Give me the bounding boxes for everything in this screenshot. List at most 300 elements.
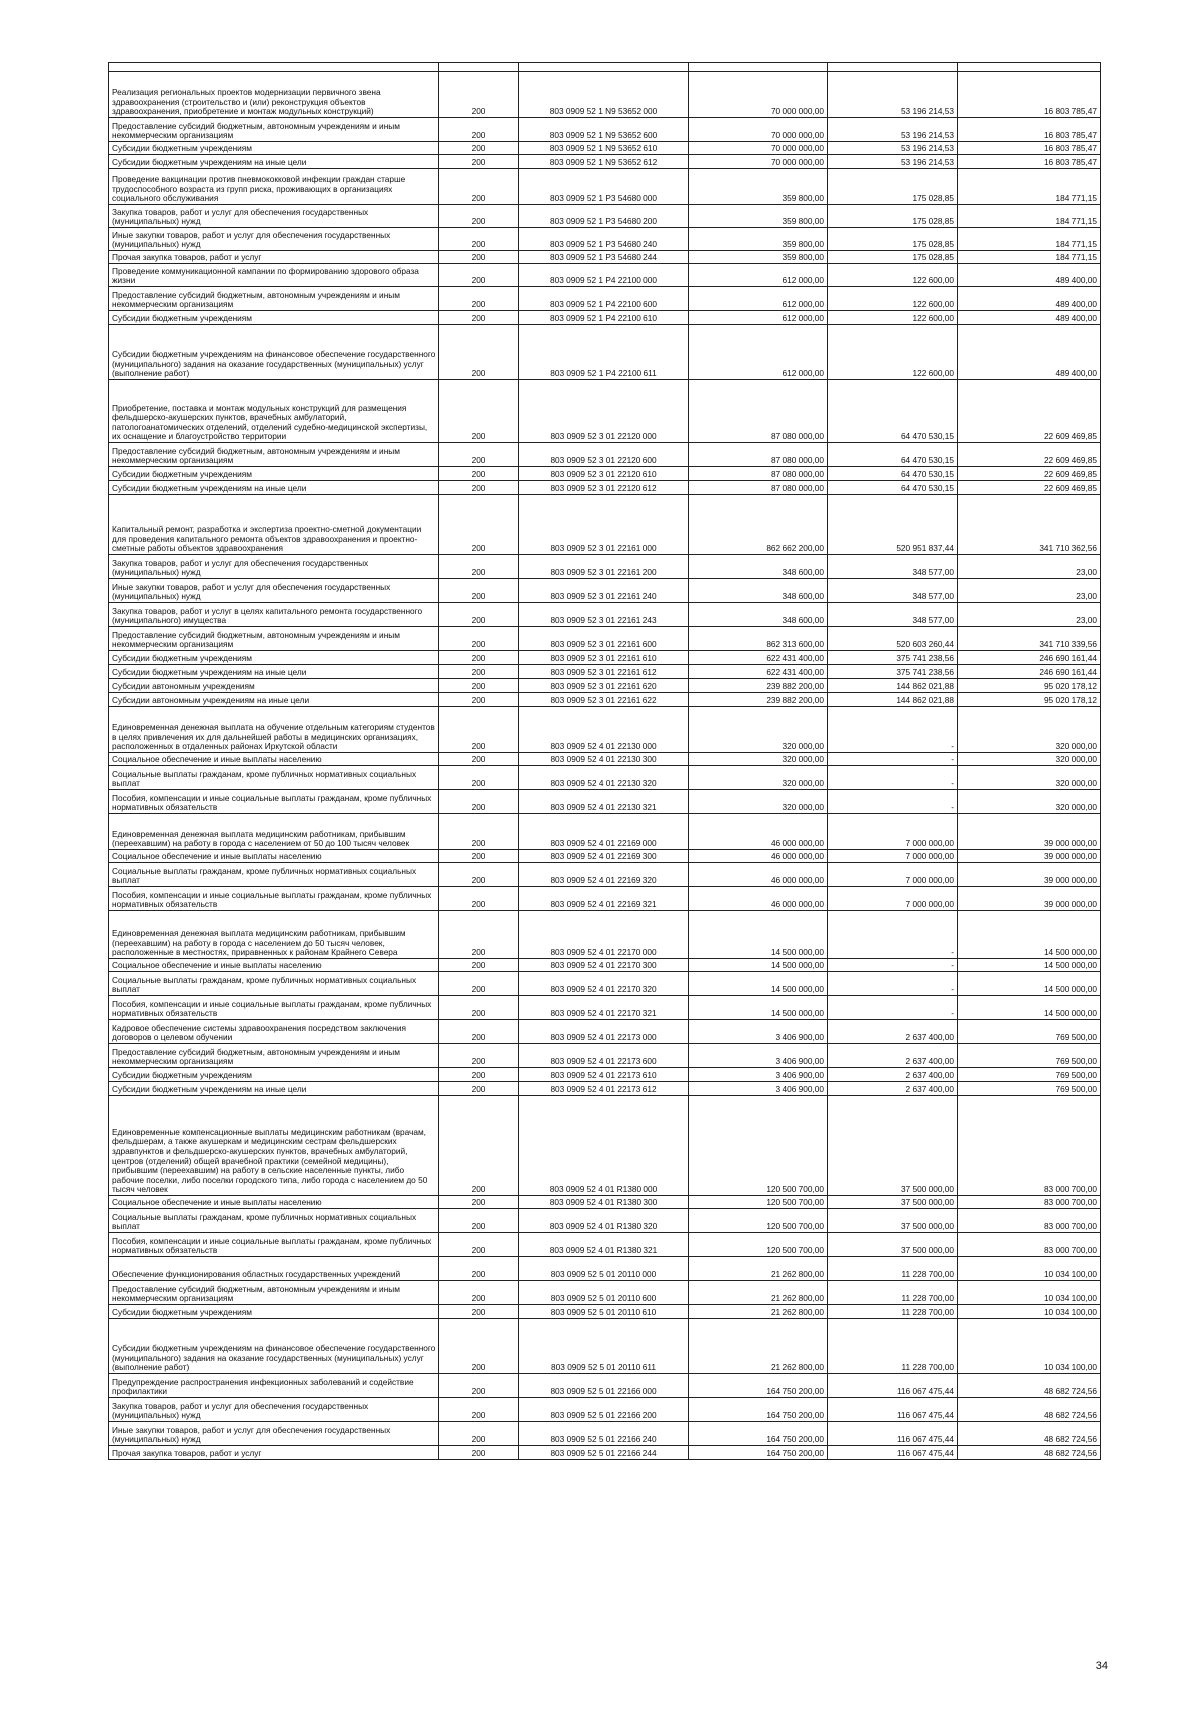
table-row <box>109 693 1101 707</box>
row-kvr: 200 <box>439 72 519 118</box>
row-budget-code: 803 0909 52 3 01 22120 000 <box>519 380 689 443</box>
row-executed-amount: - <box>828 959 958 972</box>
row-budget-code: 803 0909 52 1 P4 22100 600 <box>519 287 689 311</box>
row-remaining-amount: 320 000,00 <box>958 753 1101 766</box>
row-budget-code: 803 0909 52 5 01 20110 000 <box>519 1257 689 1281</box>
row-budget-code: 803 0909 52 3 01 22161 622 <box>519 693 689 707</box>
row-kvr: 200 <box>439 972 519 996</box>
row-budget-code: 803 0909 52 3 01 22161 610 <box>519 651 689 665</box>
row-approved-amount: 21 262 800,00 <box>689 1257 828 1281</box>
row-budget-code: 803 0909 52 4 01 R1380 321 <box>519 1233 689 1257</box>
row-name: Пособия, компенсации и иные социальные выплаты гражданам, кроме публичных нормативных обязательств <box>109 790 439 814</box>
row-remaining-amount: 320 000,00 <box>958 707 1101 753</box>
row-remaining-amount: 489 400,00 <box>958 311 1101 325</box>
row-budget-code: 803 0909 52 1 P4 22100 000 <box>519 264 689 287</box>
table-row <box>109 1281 1101 1305</box>
row-budget-code: 803 0909 52 4 01 22169 000 <box>519 814 689 850</box>
row-budget-code: 803 0909 52 4 01 R1380 000 <box>519 1096 689 1196</box>
row-remaining-amount: 23,00 <box>958 555 1101 579</box>
row-approved-amount: 14 500 000,00 <box>689 959 828 972</box>
row-remaining-amount: 489 400,00 <box>958 325 1101 380</box>
row-name: Предоставление субсидий бюджетным, автономным учреждениям и иным некоммерческим организациям <box>109 118 439 142</box>
row-approved-amount: 612 000,00 <box>689 264 828 287</box>
table-row <box>109 205 1101 228</box>
table-row <box>109 1209 1101 1233</box>
table-row <box>109 1082 1101 1096</box>
row-kvr: 200 <box>439 1422 519 1446</box>
row-budget-code: 803 0909 52 1 P3 54680 240 <box>519 228 689 251</box>
table-row <box>109 251 1101 264</box>
row-executed-amount: 122 600,00 <box>828 311 958 325</box>
row-budget-code: 803 0909 52 3 01 22161 600 <box>519 627 689 651</box>
row-approved-amount: 120 500 700,00 <box>689 1233 828 1257</box>
row-budget-code: 803 0909 52 1 P4 22100 610 <box>519 311 689 325</box>
row-kvr: 200 <box>439 1281 519 1305</box>
row-executed-amount: 64 470 530,15 <box>828 467 958 481</box>
row-executed-amount: 175 028,85 <box>828 251 958 264</box>
row-name: Единовременная денежная выплата медицинским работникам, прибывшим (переехавшим) на работу в города с населением от 50 до 100 тысяч человек <box>109 814 439 850</box>
table-row <box>109 579 1101 603</box>
row-budget-code: 803 0909 52 1 N9 53652 612 <box>519 155 689 169</box>
row-budget-code: 803 0909 52 3 01 22120 600 <box>519 443 689 467</box>
row-approved-amount: 359 800,00 <box>689 251 828 264</box>
row-remaining-amount: 83 000 700,00 <box>958 1209 1101 1233</box>
table-row <box>109 972 1101 996</box>
row-remaining-amount: 22 609 469,85 <box>958 467 1101 481</box>
row-name: Субсидии бюджетным учреждениям <box>109 651 439 665</box>
row-approved-amount: 164 750 200,00 <box>689 1422 828 1446</box>
row-approved-amount: 70 000 000,00 <box>689 118 828 142</box>
row-name: Субсидии автономным учреждениям на иные цели <box>109 693 439 707</box>
row-name: Предоставление субсидий бюджетным, автономным учреждениям и иным некоммерческим организациям <box>109 627 439 651</box>
row-remaining-amount: 22 609 469,85 <box>958 380 1101 443</box>
row-approved-amount: 320 000,00 <box>689 707 828 753</box>
row-budget-code: 803 0909 52 5 01 22166 244 <box>519 1446 689 1460</box>
row-remaining-amount: 22 609 469,85 <box>958 443 1101 467</box>
row-budget-code: 803 0909 52 1 N9 53652 000 <box>519 72 689 118</box>
row-executed-amount: 7 000 000,00 <box>828 814 958 850</box>
table-row <box>109 679 1101 693</box>
row-kvr: 200 <box>439 287 519 311</box>
table-row <box>109 603 1101 627</box>
row-budget-code: 803 0909 52 3 01 22161 240 <box>519 579 689 603</box>
table-row <box>109 72 1101 118</box>
row-executed-amount: 37 500 000,00 <box>828 1096 958 1196</box>
row-executed-amount: 375 741 238,56 <box>828 651 958 665</box>
spacer-cell <box>519 63 689 72</box>
row-budget-code: 803 0909 52 5 01 22166 000 <box>519 1374 689 1398</box>
row-approved-amount: 46 000 000,00 <box>689 863 828 887</box>
row-budget-code: 803 0909 52 4 01 R1380 300 <box>519 1196 689 1209</box>
row-executed-amount: - <box>828 753 958 766</box>
row-budget-code: 803 0909 52 3 01 22161 612 <box>519 665 689 679</box>
row-approved-amount: 612 000,00 <box>689 325 828 380</box>
table-row <box>109 228 1101 251</box>
row-name: Субсидии бюджетным учреждениям на иные цели <box>109 155 439 169</box>
row-remaining-amount: 83 000 700,00 <box>958 1196 1101 1209</box>
row-executed-amount: 2 637 400,00 <box>828 1044 958 1068</box>
row-executed-amount: 11 228 700,00 <box>828 1305 958 1319</box>
row-remaining-amount: 10 034 100,00 <box>958 1281 1101 1305</box>
row-executed-amount: 2 637 400,00 <box>828 1020 958 1044</box>
row-budget-code: 803 0909 52 4 01 22173 610 <box>519 1068 689 1082</box>
row-approved-amount: 359 800,00 <box>689 205 828 228</box>
row-name: Субсидии бюджетным учреждениям <box>109 1305 439 1319</box>
row-remaining-amount: 48 682 724,56 <box>958 1374 1101 1398</box>
table-row <box>109 766 1101 790</box>
row-approved-amount: 164 750 200,00 <box>689 1398 828 1422</box>
row-executed-amount: - <box>828 707 958 753</box>
row-kvr: 200 <box>439 1020 519 1044</box>
row-budget-code: 803 0909 52 4 01 22173 000 <box>519 1020 689 1044</box>
row-approved-amount: 622 431 400,00 <box>689 651 828 665</box>
row-budget-code: 803 0909 52 3 01 22120 612 <box>519 481 689 495</box>
row-name: Прочая закупка товаров, работ и услуг <box>109 251 439 264</box>
row-budget-code: 803 0909 52 1 N9 53652 600 <box>519 118 689 142</box>
row-kvr: 200 <box>439 228 519 251</box>
row-name: Кадровое обеспечение системы здравоохранения посредством заключения договоров о целевом обучении <box>109 1020 439 1044</box>
row-remaining-amount: 769 500,00 <box>958 1068 1101 1082</box>
table-row <box>109 814 1101 850</box>
table-row <box>109 911 1101 959</box>
row-approved-amount: 87 080 000,00 <box>689 443 828 467</box>
row-approved-amount: 70 000 000,00 <box>689 155 828 169</box>
table-row <box>109 169 1101 205</box>
row-kvr: 200 <box>439 959 519 972</box>
row-approved-amount: 21 262 800,00 <box>689 1319 828 1374</box>
row-name: Социальные выплаты гражданам, кроме публичных нормативных социальных выплат <box>109 766 439 790</box>
table-row <box>109 287 1101 311</box>
row-approved-amount: 46 000 000,00 <box>689 814 828 850</box>
row-executed-amount: 53 196 214,53 <box>828 155 958 169</box>
row-budget-code: 803 0909 52 3 01 22120 610 <box>519 467 689 481</box>
table-row <box>109 555 1101 579</box>
row-approved-amount: 348 600,00 <box>689 579 828 603</box>
row-kvr: 200 <box>439 627 519 651</box>
table-row <box>109 1305 1101 1319</box>
table-row <box>109 264 1101 287</box>
row-remaining-amount: 769 500,00 <box>958 1044 1101 1068</box>
table-row <box>109 1096 1101 1196</box>
row-approved-amount: 359 800,00 <box>689 169 828 205</box>
row-budget-code: 803 0909 52 1 P3 54680 200 <box>519 205 689 228</box>
row-approved-amount: 87 080 000,00 <box>689 380 828 443</box>
row-kvr: 200 <box>439 850 519 863</box>
spacer-cell <box>109 63 439 72</box>
table-row <box>109 665 1101 679</box>
row-executed-amount: 53 196 214,53 <box>828 72 958 118</box>
row-approved-amount: 46 000 000,00 <box>689 850 828 863</box>
row-name: Предоставление субсидий бюджетным, автономным учреждениям и иным некоммерческим организациям <box>109 1281 439 1305</box>
row-remaining-amount: 14 500 000,00 <box>958 996 1101 1020</box>
table-row <box>109 1374 1101 1398</box>
row-name: Субсидии бюджетным учреждениям на иные цели <box>109 665 439 679</box>
spacer-cell <box>689 63 828 72</box>
row-name: Субсидии бюджетным учреждениям на иные цели <box>109 481 439 495</box>
row-approved-amount: 3 406 900,00 <box>689 1020 828 1044</box>
row-executed-amount: 37 500 000,00 <box>828 1209 958 1233</box>
row-name: Капитальный ремонт, разработка и экспертиза проектно-сметной документации для проведения капитального ремонта объектов здравоохранения и проектно-сметные работы объектов здравоохранения <box>109 495 439 555</box>
row-name: Реализация региональных проектов модернизации первичного звена здравоохранения (строительство и (или) реконструкция объектов здравоохранения, приобретение и монтаж модульных конструкций) <box>109 72 439 118</box>
row-approved-amount: 21 262 800,00 <box>689 1281 828 1305</box>
row-approved-amount: 14 500 000,00 <box>689 911 828 959</box>
row-kvr: 200 <box>439 911 519 959</box>
row-approved-amount: 862 662 200,00 <box>689 495 828 555</box>
row-name: Обеспечение функционирования областных государственных учреждений <box>109 1257 439 1281</box>
row-name: Иные закупки товаров, работ и услуг для обеспечения государственных (муниципальных) нужд <box>109 579 439 603</box>
row-executed-amount: 7 000 000,00 <box>828 863 958 887</box>
row-kvr: 200 <box>439 814 519 850</box>
row-remaining-amount: 16 803 785,47 <box>958 155 1101 169</box>
row-name: Предоставление субсидий бюджетным, автономным учреждениям и иным некоммерческим организациям <box>109 1044 439 1068</box>
row-budget-code: 803 0909 52 3 01 22161 000 <box>519 495 689 555</box>
row-name: Пособия, компенсации и иные социальные выплаты гражданам, кроме публичных нормативных обязательств <box>109 887 439 911</box>
row-executed-amount: 348 577,00 <box>828 579 958 603</box>
table-row <box>109 1020 1101 1044</box>
row-approved-amount: 164 750 200,00 <box>689 1374 828 1398</box>
row-executed-amount: 64 470 530,15 <box>828 380 958 443</box>
row-budget-code: 803 0909 52 5 01 22166 240 <box>519 1422 689 1446</box>
row-kvr: 200 <box>439 766 519 790</box>
row-name: Субсидии бюджетным учреждениям <box>109 467 439 481</box>
row-executed-amount: 64 470 530,15 <box>828 443 958 467</box>
row-remaining-amount: 39 000 000,00 <box>958 863 1101 887</box>
row-name: Единовременная денежная выплата на обучение отдельным категориям студентов в целях привлечения их для дальнейшей работы в медицинских организациях, расположенных в отдаленных районах Иркутской области <box>109 707 439 753</box>
row-executed-amount: 175 028,85 <box>828 169 958 205</box>
row-kvr: 200 <box>439 264 519 287</box>
row-kvr: 200 <box>439 665 519 679</box>
row-remaining-amount: 489 400,00 <box>958 264 1101 287</box>
row-kvr: 200 <box>439 1233 519 1257</box>
row-approved-amount: 164 750 200,00 <box>689 1446 828 1460</box>
row-name: Социальное обеспечение и иные выплаты населению <box>109 753 439 766</box>
table-row <box>109 481 1101 495</box>
row-approved-amount: 862 313 600,00 <box>689 627 828 651</box>
row-kvr: 200 <box>439 142 519 155</box>
row-executed-amount: 116 067 475,44 <box>828 1398 958 1422</box>
row-name: Закупка товаров, работ и услуг в целях капитального ремонта государственного (муниципального) имущества <box>109 603 439 627</box>
row-kvr: 200 <box>439 311 519 325</box>
row-approved-amount: 612 000,00 <box>689 287 828 311</box>
table-row <box>109 996 1101 1020</box>
table-row <box>109 753 1101 766</box>
row-executed-amount: 2 637 400,00 <box>828 1068 958 1082</box>
row-name: Социальные выплаты гражданам, кроме публичных нормативных социальных выплат <box>109 1209 439 1233</box>
row-kvr: 200 <box>439 693 519 707</box>
row-approved-amount: 46 000 000,00 <box>689 887 828 911</box>
row-remaining-amount: 10 034 100,00 <box>958 1305 1101 1319</box>
row-approved-amount: 239 882 200,00 <box>689 693 828 707</box>
row-kvr: 200 <box>439 1209 519 1233</box>
row-approved-amount: 3 406 900,00 <box>689 1068 828 1082</box>
row-name: Субсидии бюджетным учреждениям на финансовое обеспечение государственного (муниципального) задания на оказание государственных (муниципальных) услуг (выполнение работ) <box>109 325 439 380</box>
row-approved-amount: 120 500 700,00 <box>689 1209 828 1233</box>
table-row <box>109 627 1101 651</box>
row-kvr: 200 <box>439 579 519 603</box>
table-row <box>109 380 1101 443</box>
row-kvr: 200 <box>439 790 519 814</box>
row-name: Субсидии бюджетным учреждениям <box>109 311 439 325</box>
row-approved-amount: 359 800,00 <box>689 228 828 251</box>
row-remaining-amount: 83 000 700,00 <box>958 1096 1101 1196</box>
row-kvr: 200 <box>439 380 519 443</box>
table-row <box>109 118 1101 142</box>
row-remaining-amount: 14 500 000,00 <box>958 911 1101 959</box>
row-executed-amount: 375 741 238,56 <box>828 665 958 679</box>
row-remaining-amount: 39 000 000,00 <box>958 887 1101 911</box>
row-executed-amount: 175 028,85 <box>828 205 958 228</box>
row-name: Социальное обеспечение и иные выплаты населению <box>109 850 439 863</box>
row-executed-amount: 122 600,00 <box>828 325 958 380</box>
row-remaining-amount: 320 000,00 <box>958 766 1101 790</box>
row-remaining-amount: 23,00 <box>958 603 1101 627</box>
row-name: Иные закупки товаров, работ и услуг для обеспечения государственных (муниципальных) нужд <box>109 228 439 251</box>
row-executed-amount: 520 951 837,44 <box>828 495 958 555</box>
table-row <box>109 1233 1101 1257</box>
row-kvr: 200 <box>439 1082 519 1096</box>
row-executed-amount: 144 862 021,88 <box>828 679 958 693</box>
row-executed-amount: 122 600,00 <box>828 287 958 311</box>
row-kvr: 200 <box>439 495 519 555</box>
row-kvr: 200 <box>439 996 519 1020</box>
page-number: 34 <box>1095 1660 1108 1672</box>
table-row <box>109 850 1101 863</box>
row-remaining-amount: 341 710 339,56 <box>958 627 1101 651</box>
row-name: Субсидии бюджетным учреждениям на финансовое обеспечение государственного (муниципального) задания на оказание государственных (муниципальных) услуг (выполнение работ) <box>109 1319 439 1374</box>
spacer-cell <box>958 63 1101 72</box>
row-remaining-amount: 16 803 785,47 <box>958 142 1101 155</box>
row-name: Социальное обеспечение и иные выплаты населению <box>109 959 439 972</box>
row-remaining-amount: 10 034 100,00 <box>958 1257 1101 1281</box>
row-remaining-amount: 83 000 700,00 <box>958 1233 1101 1257</box>
row-remaining-amount: 14 500 000,00 <box>958 972 1101 996</box>
row-approved-amount: 14 500 000,00 <box>689 996 828 1020</box>
row-remaining-amount: 16 803 785,47 <box>958 118 1101 142</box>
row-executed-amount: - <box>828 972 958 996</box>
row-name: Приобретение, поставка и монтаж модульных конструкций для размещения фельдшерско-акушерских пунктов, врачебных амбулаторий, патологоанатомических отделений, отделений судебно-медицинской экспертизы, их оснащение и благоустройство территории <box>109 380 439 443</box>
row-remaining-amount: 341 710 362,56 <box>958 495 1101 555</box>
row-kvr: 200 <box>439 679 519 693</box>
row-name: Социальные выплаты гражданам, кроме публичных нормативных социальных выплат <box>109 972 439 996</box>
row-executed-amount: 348 577,00 <box>828 603 958 627</box>
table-row <box>109 1257 1101 1281</box>
row-approved-amount: 87 080 000,00 <box>689 467 828 481</box>
row-kvr: 200 <box>439 1305 519 1319</box>
row-remaining-amount: 95 020 178,12 <box>958 679 1101 693</box>
row-executed-amount: 175 028,85 <box>828 228 958 251</box>
row-remaining-amount: 48 682 724,56 <box>958 1398 1101 1422</box>
row-kvr: 200 <box>439 325 519 380</box>
row-name: Субсидии бюджетным учреждениям <box>109 1068 439 1082</box>
row-name: Субсидии бюджетным учреждениям на иные цели <box>109 1082 439 1096</box>
row-executed-amount: 11 228 700,00 <box>828 1257 958 1281</box>
table-row <box>109 651 1101 665</box>
row-executed-amount: 348 577,00 <box>828 555 958 579</box>
row-executed-amount: 53 196 214,53 <box>828 118 958 142</box>
row-budget-code: 803 0909 52 4 01 22173 600 <box>519 1044 689 1068</box>
row-executed-amount: 144 862 021,88 <box>828 693 958 707</box>
row-budget-code: 803 0909 52 4 01 22130 320 <box>519 766 689 790</box>
row-name: Закупка товаров, работ и услуг для обеспечения государственных (муниципальных) нужд <box>109 1398 439 1422</box>
row-budget-code: 803 0909 52 1 P4 22100 611 <box>519 325 689 380</box>
row-executed-amount: - <box>828 790 958 814</box>
table-row <box>109 1422 1101 1446</box>
row-kvr: 200 <box>439 251 519 264</box>
row-kvr: 200 <box>439 443 519 467</box>
row-budget-code: 803 0909 52 5 01 20110 600 <box>519 1281 689 1305</box>
row-name: Проведение вакцинации против пневмококковой инфекции граждан старше трудоспособного возраста из групп риска, проживающих в организациях социального обслуживания <box>109 169 439 205</box>
row-kvr: 200 <box>439 481 519 495</box>
row-name: Субсидии автономным учреждениям <box>109 679 439 693</box>
row-budget-code: 803 0909 52 4 01 22170 321 <box>519 996 689 1020</box>
row-approved-amount: 3 406 900,00 <box>689 1044 828 1068</box>
row-approved-amount: 120 500 700,00 <box>689 1196 828 1209</box>
row-kvr: 200 <box>439 1398 519 1422</box>
row-remaining-amount: 39 000 000,00 <box>958 850 1101 863</box>
row-executed-amount: 53 196 214,53 <box>828 142 958 155</box>
table-row <box>109 467 1101 481</box>
row-kvr: 200 <box>439 1196 519 1209</box>
row-remaining-amount: 184 771,15 <box>958 169 1101 205</box>
row-kvr: 200 <box>439 887 519 911</box>
row-remaining-amount: 769 500,00 <box>958 1020 1101 1044</box>
row-executed-amount: 116 067 475,44 <box>828 1422 958 1446</box>
row-approved-amount: 3 406 900,00 <box>689 1082 828 1096</box>
row-remaining-amount: 184 771,15 <box>958 251 1101 264</box>
row-executed-amount: - <box>828 996 958 1020</box>
row-kvr: 200 <box>439 1068 519 1082</box>
row-budget-code: 803 0909 52 4 01 22170 000 <box>519 911 689 959</box>
row-remaining-amount: 39 000 000,00 <box>958 814 1101 850</box>
row-approved-amount: 87 080 000,00 <box>689 481 828 495</box>
row-budget-code: 803 0909 52 3 01 22161 620 <box>519 679 689 693</box>
row-kvr: 200 <box>439 1257 519 1281</box>
row-budget-code: 803 0909 52 3 01 22161 200 <box>519 555 689 579</box>
row-budget-code: 803 0909 52 4 01 22170 320 <box>519 972 689 996</box>
row-approved-amount: 622 431 400,00 <box>689 665 828 679</box>
row-approved-amount: 348 600,00 <box>689 603 828 627</box>
row-remaining-amount: 320 000,00 <box>958 790 1101 814</box>
row-approved-amount: 21 262 800,00 <box>689 1305 828 1319</box>
row-budget-code: 803 0909 52 5 01 20110 611 <box>519 1319 689 1374</box>
row-name: Социальное обеспечение и иные выплаты населению <box>109 1196 439 1209</box>
row-kvr: 200 <box>439 1044 519 1068</box>
row-executed-amount: 7 000 000,00 <box>828 850 958 863</box>
row-name: Предупреждение распространения инфекционных заболеваний и содействие профилактики <box>109 1374 439 1398</box>
row-approved-amount: 348 600,00 <box>689 555 828 579</box>
row-approved-amount: 239 882 200,00 <box>689 679 828 693</box>
row-approved-amount: 612 000,00 <box>689 311 828 325</box>
row-remaining-amount: 48 682 724,56 <box>958 1422 1101 1446</box>
row-remaining-amount: 246 690 161,44 <box>958 651 1101 665</box>
table-row <box>109 959 1101 972</box>
row-budget-code: 803 0909 52 4 01 22169 321 <box>519 887 689 911</box>
row-remaining-amount: 14 500 000,00 <box>958 959 1101 972</box>
row-executed-amount: 116 067 475,44 <box>828 1446 958 1460</box>
row-executed-amount: 64 470 530,15 <box>828 481 958 495</box>
row-kvr: 200 <box>439 863 519 887</box>
budget-table-page <box>108 62 1100 1460</box>
table-row <box>109 1319 1101 1374</box>
row-budget-code: 803 0909 52 4 01 22169 300 <box>519 850 689 863</box>
row-name: Предоставление субсидий бюджетным, автономным учреждениям и иным некоммерческим организациям <box>109 287 439 311</box>
row-approved-amount: 320 000,00 <box>689 790 828 814</box>
budget-table <box>108 62 1101 1460</box>
row-approved-amount: 120 500 700,00 <box>689 1096 828 1196</box>
table-row <box>109 1446 1101 1460</box>
row-executed-amount: 11 228 700,00 <box>828 1319 958 1374</box>
table-row <box>109 325 1101 380</box>
